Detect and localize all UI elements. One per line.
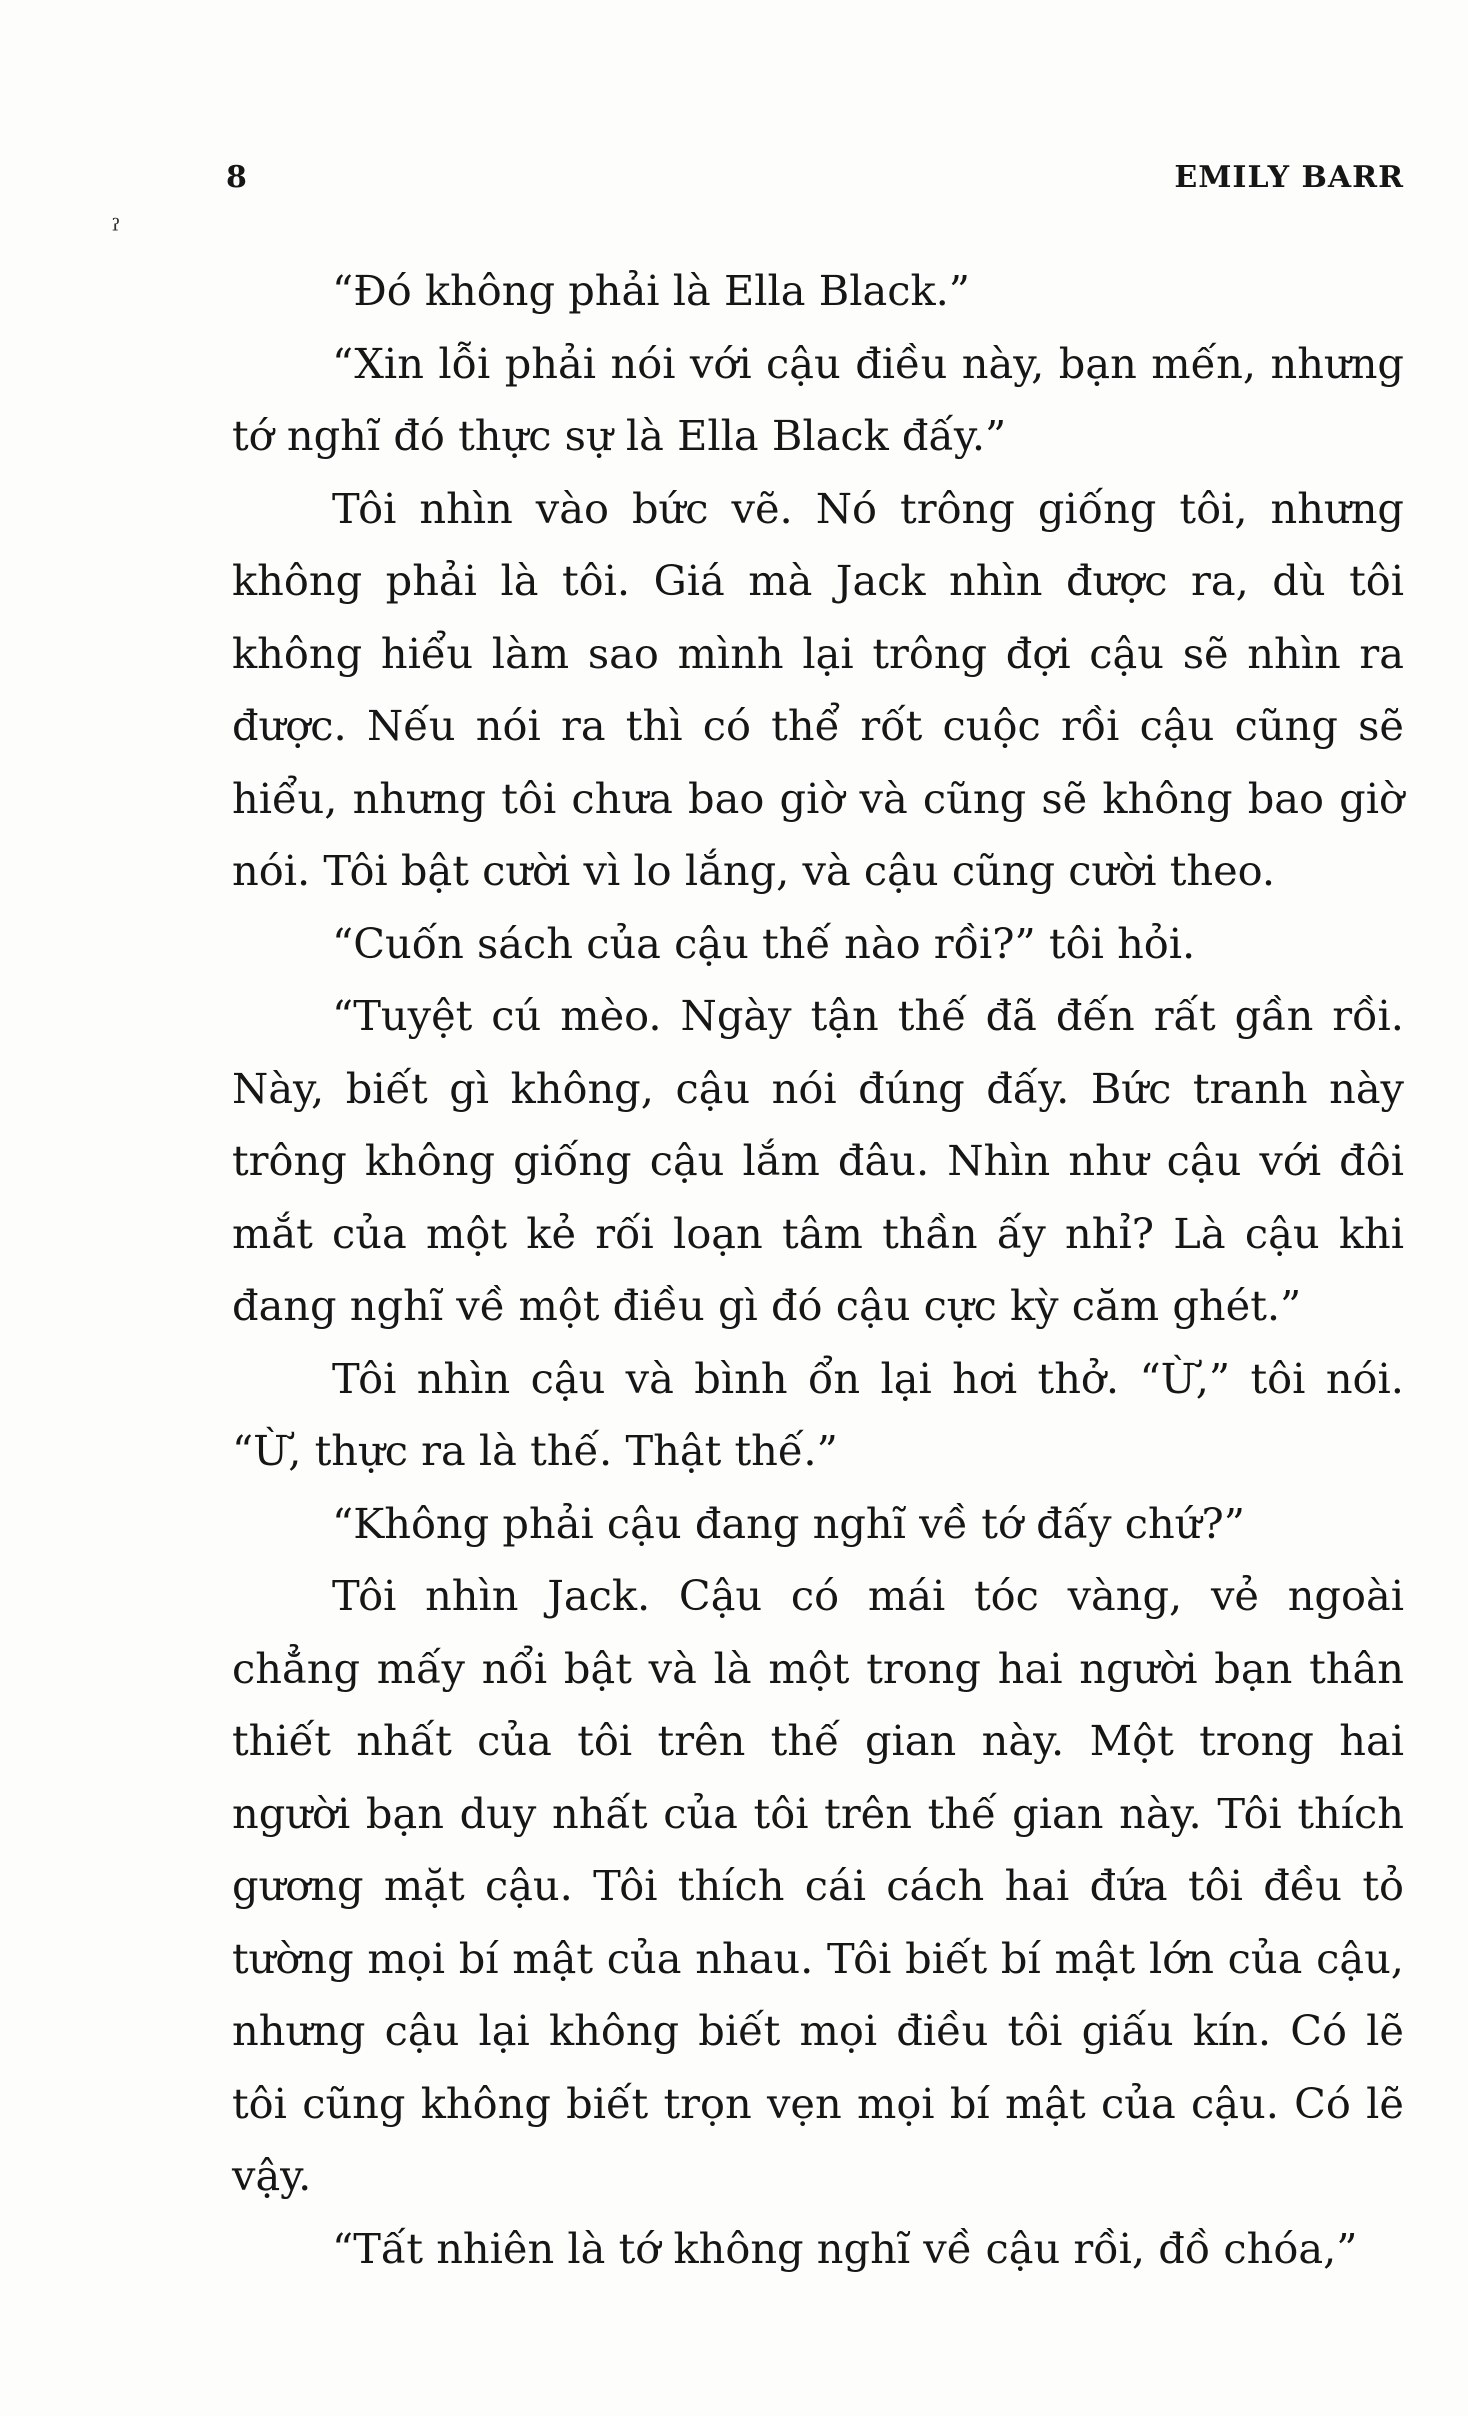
paragraph: “Tuyệt cú mèo. Ngày tận thế đã đến rất gần rồi. Này, biết gì không, cậu nói đúng đấy. Bức tranh này trông không giống cậu lắm đâu. Nhìn như cậu với đôi mắt của một kẻ rối loạn tâm thần ấy nhỉ? Là cậu khi đang nghĩ về một điều gì đó cậu cực kỳ căm ghét.” — [232, 991, 1404, 1330]
running-head-author: EMILY BARR — [1174, 160, 1404, 195]
paragraph: Tôi nhìn vào bức vẽ. Nó trông giống tôi, nhưng không phải là tôi. Giá mà Jack nhìn được ra, dù tôi không hiểu làm sao mình lại trông đợi cậu sẽ nhìn ra được. Nếu nói ra thì có thể rốt cuộc rồi cậu cũng sẽ hiểu, nhưng tôi chưa bao giờ và cũng sẽ không bao giờ nói. Tôi bật cười vì lo lắng, và cậu cũng cười theo. — [232, 483, 1404, 895]
margin-mark: ˀ — [112, 214, 121, 249]
page-header — [226, 160, 1404, 210]
page-number: 8 — [226, 160, 247, 195]
paragraph: “Tất nhiên là tớ không nghĩ về cậu rồi, đồ chóa,” — [332, 2223, 1358, 2273]
paragraph: Tôi nhìn Jack. Cậu có mái tóc vàng, vẻ ngoài chẳng mấy nổi bật và là một trong hai người bạn thân thiết nhất của tôi trên thế gian này. Một trong hai người bạn duy nhất của tôi trên thế gian này. Tôi thích gương mặt cậu. Tôi thích cái cách hai đứa tôi đều tỏ tường mọi bí mật của nhau. Tôi biết bí mật lớn của cậu, nhưng cậu lại không biết mọi điều tôi giấu kín. Có lẽ tôi cũng không biết trọn vẹn mọi bí mật của cậu. Có lẽ vậy. — [232, 1571, 1404, 2200]
paragraph: “Cuốn sách của cậu thế nào rồi?” tôi hỏi. — [332, 918, 1196, 968]
paragraph: Tôi nhìn cậu và bình ổn lại hơi thở. “Ừ,” tôi nói. “Ừ, thực ra là thế. Thật thế.” — [232, 1353, 1404, 1475]
paragraph: “Đó không phải là Ella Black.” — [332, 266, 971, 315]
paragraph: “Không phải cậu đang nghĩ về tớ đấy chứ?” — [332, 1498, 1245, 1548]
book-page-body — [232, 255, 1404, 2285]
paragraph: “Xin lỗi phải nói với cậu điều này, bạn mến, nhưng tớ nghĩ đó thực sự là Ella Black đấy.” — [232, 338, 1404, 460]
